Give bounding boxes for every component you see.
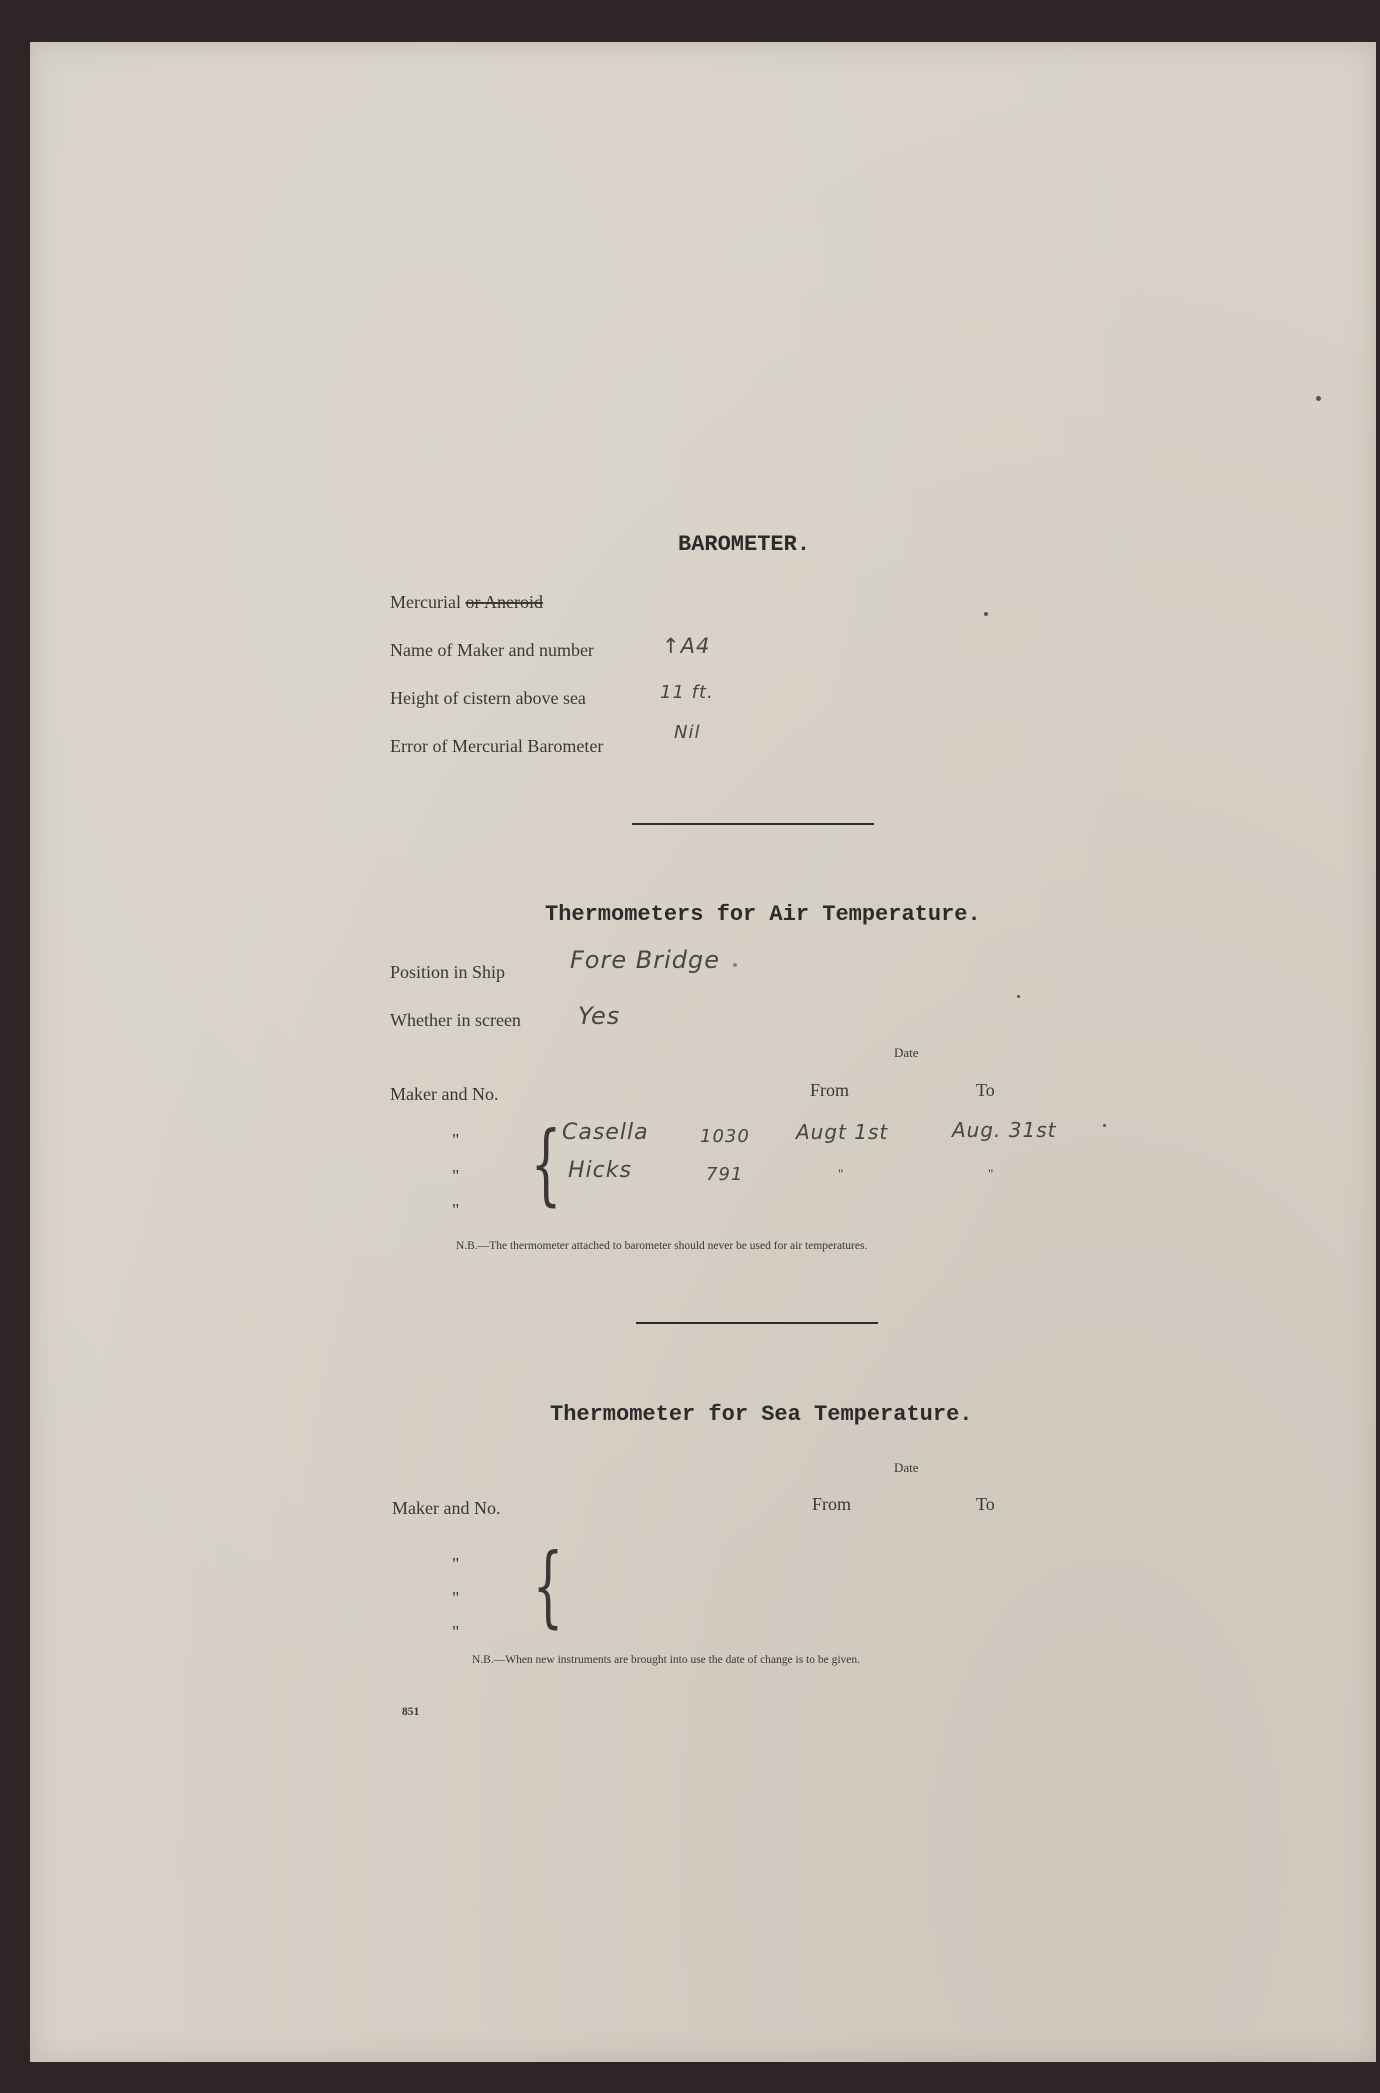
sea-brace: { (532, 1534, 564, 1637)
sea-from-label: From (812, 1494, 852, 1514)
air-ditto-3: " (452, 1200, 460, 1220)
sea-date-label: Date (894, 1460, 919, 1475)
cistern-height-label: Height of cistern above sea (390, 688, 586, 708)
air-row-1-to: Aug. 31st (952, 1118, 1057, 1142)
paper-speck (733, 963, 737, 967)
air-row-2-to: " (988, 1166, 994, 1181)
mercurial-label (390, 592, 543, 613)
sea-to-label: To (976, 1494, 995, 1514)
cistern-height-value: 11 ft. (660, 682, 714, 703)
maker-number-value: ↑A4 (662, 634, 711, 658)
air-row-2-number: 791 (706, 1164, 744, 1185)
air-row-2-maker: Hicks (568, 1158, 632, 1183)
paper-speck (1316, 396, 1321, 401)
paper-speck (1017, 995, 1020, 998)
sea-ditto-1: " (452, 1554, 460, 1574)
air-thermometers-heading: Thermometers for Air Temperature. (545, 902, 981, 927)
air-row-1-number: 1030 (700, 1126, 750, 1147)
air-ditto-1: " (452, 1130, 460, 1150)
in-screen-label: Whether in screen (390, 1010, 521, 1030)
position-in-ship-label: Position in Ship (390, 962, 506, 982)
air-row-2-from: " (838, 1166, 844, 1181)
sea-thermometer-heading: Thermometer for Sea Temperature. (550, 1402, 973, 1427)
air-maker-label: Maker and No. (390, 1084, 499, 1104)
in-screen-value: Yes (578, 1002, 621, 1030)
document-page (30, 42, 1376, 2062)
air-from-label: From (810, 1080, 850, 1100)
sea-maker-label: Maker and No. (392, 1498, 501, 1518)
paper-speck (984, 612, 988, 616)
barometer-error-label: Error of Mercurial Barometer (390, 736, 604, 756)
section-divider-2 (636, 1322, 878, 1324)
position-in-ship-value: Fore Bridge (570, 946, 720, 974)
air-note: N.B.—The thermometer attached to barometer should never be used for air temperatures. (456, 1240, 868, 1252)
form-number: 851 (402, 1706, 420, 1718)
air-row-1-from: Augt 1st (796, 1120, 889, 1144)
sea-ditto-2: " (452, 1588, 460, 1608)
air-to-label: To (976, 1080, 995, 1100)
maker-number-label: Name of Maker and number (390, 640, 594, 660)
paper-speck (1103, 1124, 1106, 1127)
aneroid-struck-text: or Aneroid (465, 592, 543, 612)
mercurial-text: Mercurial (390, 592, 461, 612)
air-brace: { (530, 1112, 562, 1215)
barometer-heading: BAROMETER. (678, 532, 811, 557)
air-date-label: Date (894, 1045, 919, 1060)
air-ditto-2: " (452, 1166, 460, 1186)
sea-note: N.B.—When new instruments are brought into use the date of change is to be given. (472, 1654, 861, 1666)
sea-ditto-3: " (452, 1622, 460, 1642)
section-divider-1 (632, 823, 874, 825)
air-row-1-maker: Casella (562, 1120, 649, 1145)
barometer-error-value: Nil (674, 722, 701, 743)
